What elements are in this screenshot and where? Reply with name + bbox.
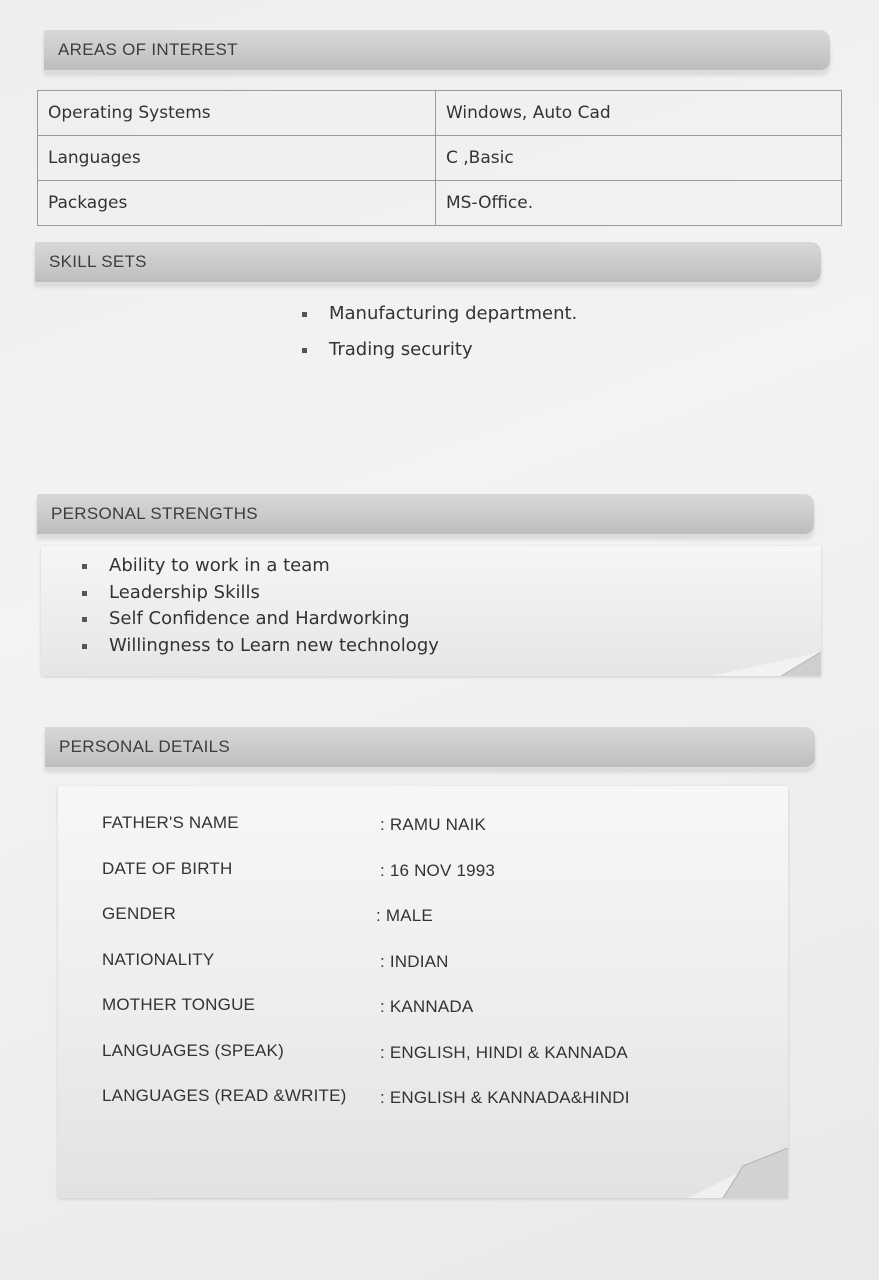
table-row: [38, 91, 842, 136]
skill-sets-heading-text: SKILL SETS: [49, 252, 147, 271]
detail-label: LANGUAGES (READ &WRITE): [102, 1086, 347, 1105]
list-item: [82, 606, 439, 633]
areas-of-interest-heading: [44, 30, 830, 70]
list-item-text: Trading security: [329, 339, 473, 360]
personal-details-heading-text: PERSONAL DETAILS: [59, 737, 231, 756]
detail-value: : MALE: [376, 906, 433, 925]
list-item-text: Leadership Skills: [109, 581, 260, 603]
bullet-icon: [82, 617, 87, 622]
table-row: [100, 942, 720, 988]
list-item: [82, 580, 439, 607]
table-row: [100, 851, 720, 897]
list-item-text: Self Confidence and Hardworking: [109, 608, 410, 629]
list-item-text: Willingness to Learn new technology: [109, 634, 439, 656]
bullet-icon: [82, 591, 87, 596]
personal-strengths-heading: [37, 494, 814, 534]
detail-label: FATHER'S NAME: [102, 813, 239, 832]
table-cell-value: MS-Office.: [436, 181, 842, 226]
detail-label: NATIONALITY: [102, 949, 215, 969]
detail-label: LANGUAGES (SPEAK): [102, 1040, 284, 1060]
list-item: [82, 553, 439, 580]
areas-of-interest-heading-text: AREAS OF INTEREST: [58, 40, 238, 59]
personal-details-list: [100, 805, 720, 1124]
skill-sets-list: [302, 296, 577, 368]
list-item-text: Ability to work in a team: [109, 555, 330, 576]
personal-details-heading: [45, 727, 815, 767]
detail-value: : INDIAN: [380, 951, 449, 971]
table-row: [38, 181, 842, 226]
detail-label: GENDER: [102, 904, 176, 923]
page-curl-icon: [688, 1148, 788, 1198]
detail-label: DATE OF BIRTH: [102, 858, 233, 878]
table-cell-label: Languages: [38, 136, 436, 181]
personal-strengths-list: [82, 553, 439, 659]
list-item: [82, 633, 439, 660]
detail-value: : KANNADA: [380, 997, 474, 1016]
detail-value: : 16 NOV 1993: [380, 860, 496, 880]
personal-strengths-heading-text: PERSONAL STRENGTHS: [51, 504, 258, 523]
table-cell-label: Packages: [38, 181, 436, 226]
detail-value: : RAMU NAIK: [380, 815, 487, 834]
areas-of-interest-table: [37, 90, 842, 226]
bullet-icon: [302, 348, 307, 353]
bullet-icon: [302, 312, 307, 317]
table-cell-value: Windows, Auto Cad: [436, 91, 842, 136]
table-row: [100, 987, 720, 1033]
detail-value: : ENGLISH, HINDI & KANNADA: [380, 1042, 628, 1062]
bullet-icon: [82, 644, 87, 649]
list-item: [302, 332, 577, 368]
list-item: [302, 296, 577, 332]
table-row: [100, 1033, 720, 1079]
skill-sets-heading: [35, 242, 821, 282]
bullet-icon: [82, 564, 87, 569]
table-row: [100, 1078, 720, 1124]
page-curl-icon: [711, 652, 821, 676]
table-row: [100, 896, 720, 942]
table-row: [38, 136, 842, 181]
list-item-text: Manufacturing department.: [329, 303, 578, 324]
table-row: [100, 805, 720, 851]
table-cell-label: Operating Systems: [38, 91, 436, 136]
table-cell-value: C ,Basic: [436, 136, 842, 181]
detail-value: : ENGLISH & KANNADA&HINDI: [380, 1088, 630, 1107]
detail-label: MOTHER TONGUE: [102, 995, 256, 1014]
